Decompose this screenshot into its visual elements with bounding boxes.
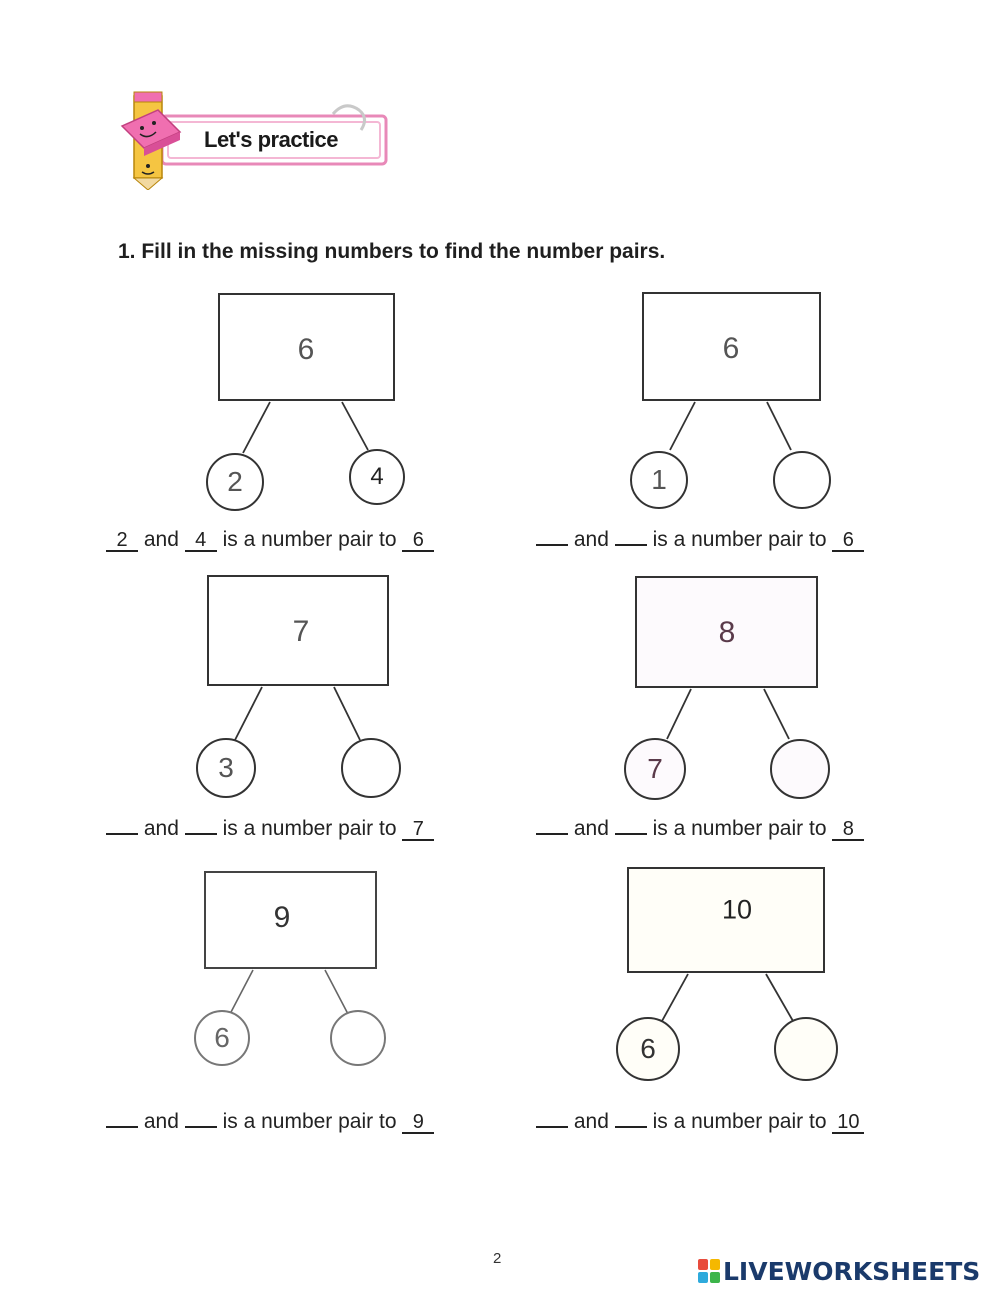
right-part-circle[interactable]: 4 bbox=[370, 463, 384, 490]
word-and: and bbox=[573, 1110, 609, 1133]
word-and: and bbox=[573, 528, 609, 551]
word-is-pair: is a number pair to bbox=[652, 1110, 827, 1133]
left-part-circle[interactable]: 2 bbox=[227, 466, 243, 497]
pair-sentence bbox=[106, 817, 434, 841]
total-blank: 7 bbox=[402, 819, 434, 841]
pair-sentence bbox=[106, 1110, 434, 1134]
number-bond bbox=[195, 572, 410, 804]
whole-number: 6 bbox=[297, 333, 315, 366]
word-is-pair: is a number pair to bbox=[222, 817, 397, 840]
answer-blank-1[interactable] bbox=[106, 833, 138, 835]
pair-sentence bbox=[536, 1110, 864, 1134]
instruction-text: 1. Fill in the missing numbers to find the number pairs. bbox=[118, 240, 666, 263]
answer-blank-1[interactable] bbox=[106, 1126, 138, 1128]
word-is-pair: is a number pair to bbox=[652, 528, 827, 551]
word-is-pair: is a number pair to bbox=[222, 528, 397, 551]
total-blank: 6 bbox=[402, 530, 434, 552]
left-part-circle[interactable]: 6 bbox=[214, 1022, 230, 1053]
total-blank: 8 bbox=[832, 819, 864, 841]
page-number: 2 bbox=[493, 1250, 502, 1267]
number-bond bbox=[205, 290, 415, 515]
answer-blank-1[interactable]: 2 bbox=[106, 530, 138, 552]
answer-blank-2[interactable] bbox=[185, 833, 217, 835]
word-is-pair: is a number pair to bbox=[652, 817, 827, 840]
pair-sentence bbox=[536, 528, 864, 552]
word-and: and bbox=[143, 817, 179, 840]
answer-blank-2[interactable]: 4 bbox=[185, 530, 217, 552]
total-blank: 6 bbox=[832, 530, 864, 552]
answer-blank-2[interactable] bbox=[615, 544, 647, 546]
number-bond bbox=[628, 290, 838, 515]
answer-blank-1[interactable] bbox=[536, 544, 568, 546]
whole-number: 10 bbox=[721, 894, 753, 925]
total-blank: 10 bbox=[832, 1112, 864, 1134]
answer-blank-2[interactable] bbox=[615, 1126, 647, 1128]
left-part-circle[interactable]: 1 bbox=[651, 464, 667, 495]
number-bond bbox=[622, 573, 837, 805]
total-blank: 9 bbox=[402, 1112, 434, 1134]
banner-label: Let's practice bbox=[204, 127, 338, 152]
word-is-pair: is a number pair to bbox=[222, 1110, 397, 1133]
whole-number: 9 bbox=[273, 901, 291, 934]
liveworksheets-logo bbox=[698, 1254, 980, 1288]
answer-blank-1[interactable] bbox=[536, 833, 568, 835]
whole-number: 7 bbox=[292, 615, 310, 648]
left-part-circle[interactable]: 7 bbox=[647, 753, 663, 784]
word-and: and bbox=[143, 528, 179, 551]
answer-blank-2[interactable] bbox=[615, 833, 647, 835]
brand-text: LIVEWORKSHEETS bbox=[723, 1256, 981, 1286]
word-and: and bbox=[573, 817, 609, 840]
left-part-circle[interactable]: 6 bbox=[640, 1033, 656, 1064]
pair-sentence bbox=[106, 528, 434, 552]
whole-number: 8 bbox=[718, 616, 736, 649]
number-bond bbox=[610, 865, 840, 1080]
word-and: and bbox=[143, 1110, 179, 1133]
left-part-circle[interactable]: 3 bbox=[218, 752, 234, 783]
pair-sentence bbox=[536, 817, 864, 841]
answer-blank-2[interactable] bbox=[185, 1126, 217, 1128]
answer-blank-1[interactable] bbox=[536, 1126, 568, 1128]
liveworksheets-icon bbox=[698, 1259, 720, 1283]
whole-number: 6 bbox=[722, 332, 740, 365]
number-bond bbox=[190, 868, 400, 1068]
